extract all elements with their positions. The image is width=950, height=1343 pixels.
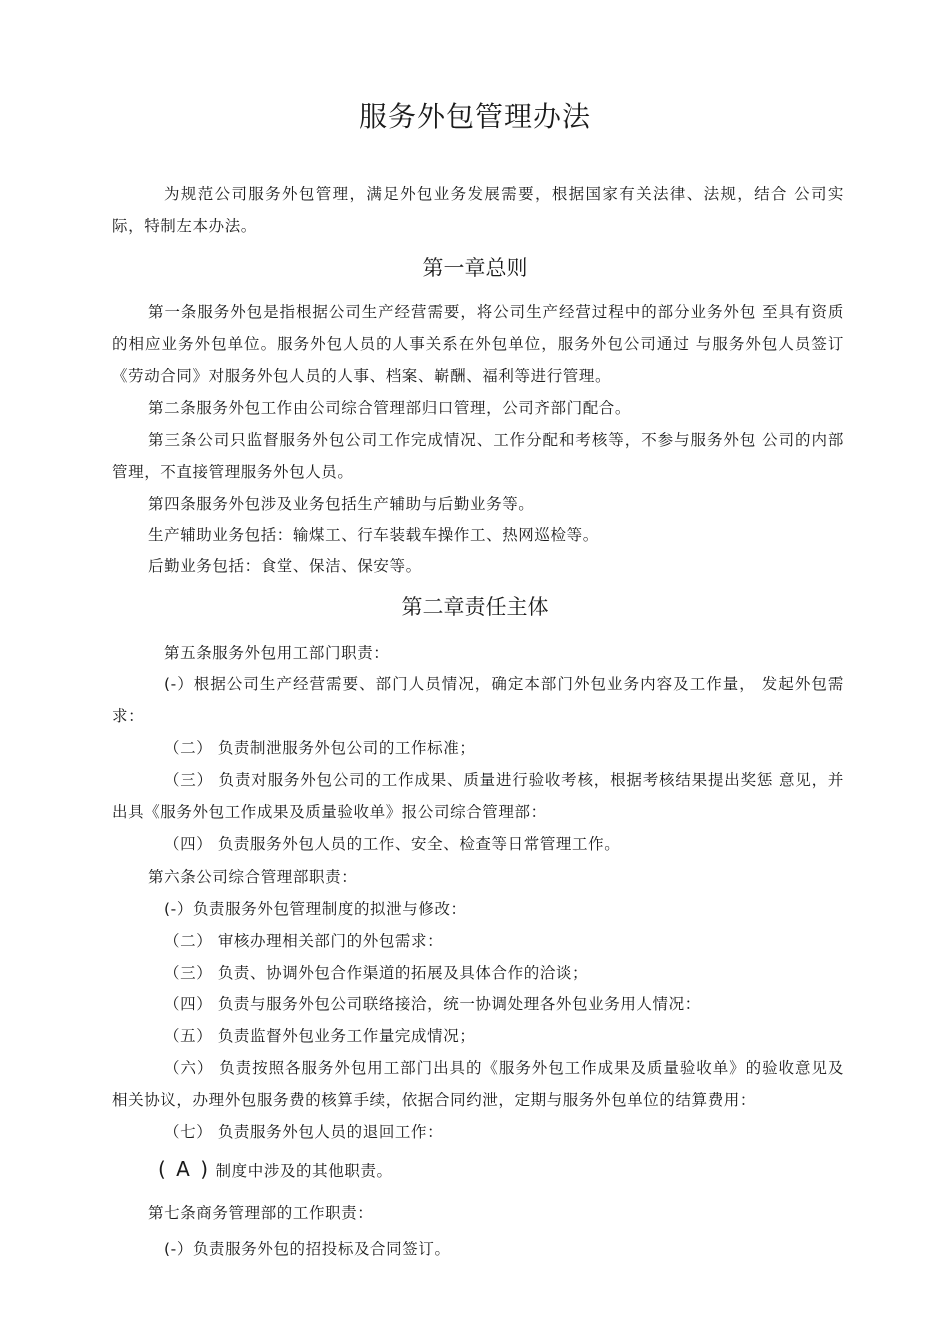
item-8-text: 制度中涉及的其他职责。 xyxy=(215,1162,393,1180)
article-6-item-8 xyxy=(158,1153,393,1187)
article-1: 第一条服务外包是指根据公司生产经营需要，将公司生产经营过程中的部分业务外包 至具有资质的相应业务外包单位。服务外包人员的人事关系在外包单位，服务外包公司通过 与服务外包人员签订《劳动合同》对服务外包人员的人事、档案、嶄酬、福利等进行管理。 xyxy=(112,303,844,385)
document-title: 服务外包管理办法 xyxy=(358,100,591,133)
article-5-item-4: （四） 负责服务外包人员的工作、安全、检查等日常管理工作。 xyxy=(164,835,621,853)
article-5-item-2: （二） 负责制泄服务外包公司的工作标准； xyxy=(164,739,476,757)
article-2: 第二条服务外包工作由公司综合管理部归口管理，公司齐部门配合。 xyxy=(148,399,632,417)
article-5-item-3: （三） 负责对服务外包公司的工作成果、质量进行验收考核，根据考核结果提出奖惩 意见，并出具《服务外包工作成果及质量验收单》报公司综合管理部： xyxy=(112,771,844,821)
logistics-list: 后勤业务包括：食堂、保洁、保安等。 xyxy=(148,557,422,575)
article-3: 第三条公司只监督服务外包公司工作完成情况、工作分配和考核等，不参与服务外包 公司的内部管理，不直接管理服务外包人员。 xyxy=(112,431,844,481)
article-7: 第七条商务管理部的工作职责： xyxy=(148,1204,374,1222)
article-6-item-7: （七） 负责服务外包人员的退回工作： xyxy=(164,1123,444,1141)
article-5: 第五条服务外包用工部门职责： xyxy=(164,644,390,662)
article-5-item-1: (-）根据公司生产经营需要、部门人员情况，确定本部门外包业务内容及工作量， 发起外包需求： xyxy=(112,675,844,725)
article-6-item-5: （五） 负责监督外包业务工作量完成情况； xyxy=(164,1027,476,1045)
production-support-list: 生产辅助业务包括：输煤工、行车装载车操作工、热网巡检等。 xyxy=(148,526,599,544)
article-6-item-1: (-）负责服务外包管理制度的拟泄与修改： xyxy=(164,900,467,918)
article-7-item-1: (-）负责服务外包的招投标及合同签订。 xyxy=(164,1240,451,1258)
item-8-marker: ( A ) xyxy=(158,1157,211,1181)
article-4: 第四条服务外包涉及业务包括生产辅助与后勤业务等。 xyxy=(148,495,535,513)
article-6-item-4: （四） 负责与服务外包公司联络接洽，统一协调处理各外包业务用人情况： xyxy=(164,995,701,1013)
intro-paragraph: 为规范公司服务外包管理，满足外包业务发展需要，根据国家有关法律、法规，结合 公司实际，特制左本办法。 xyxy=(112,185,844,235)
article-6-item-3: （三） 负责、协调外包合作渠道的拓展及具体合作的洽谈； xyxy=(164,964,589,982)
article-6-item-2: （二） 审核办理相关部门的外包需求： xyxy=(164,932,444,950)
chapter-2-heading: 第二章责任主体 xyxy=(401,595,549,619)
article-6: 第六条公司综合管理部职责： xyxy=(148,868,358,886)
chapter-1-heading: 第一章总则 xyxy=(422,256,528,280)
article-6-item-6: （六） 负责按照各服务外包用工部门出具的《服务外包工作成果及质量验收单》的验收意见及相关协议，办理外包服务费的核算手续，依据合同约泄，定期与服务外包单位的结算费用： xyxy=(112,1059,844,1109)
